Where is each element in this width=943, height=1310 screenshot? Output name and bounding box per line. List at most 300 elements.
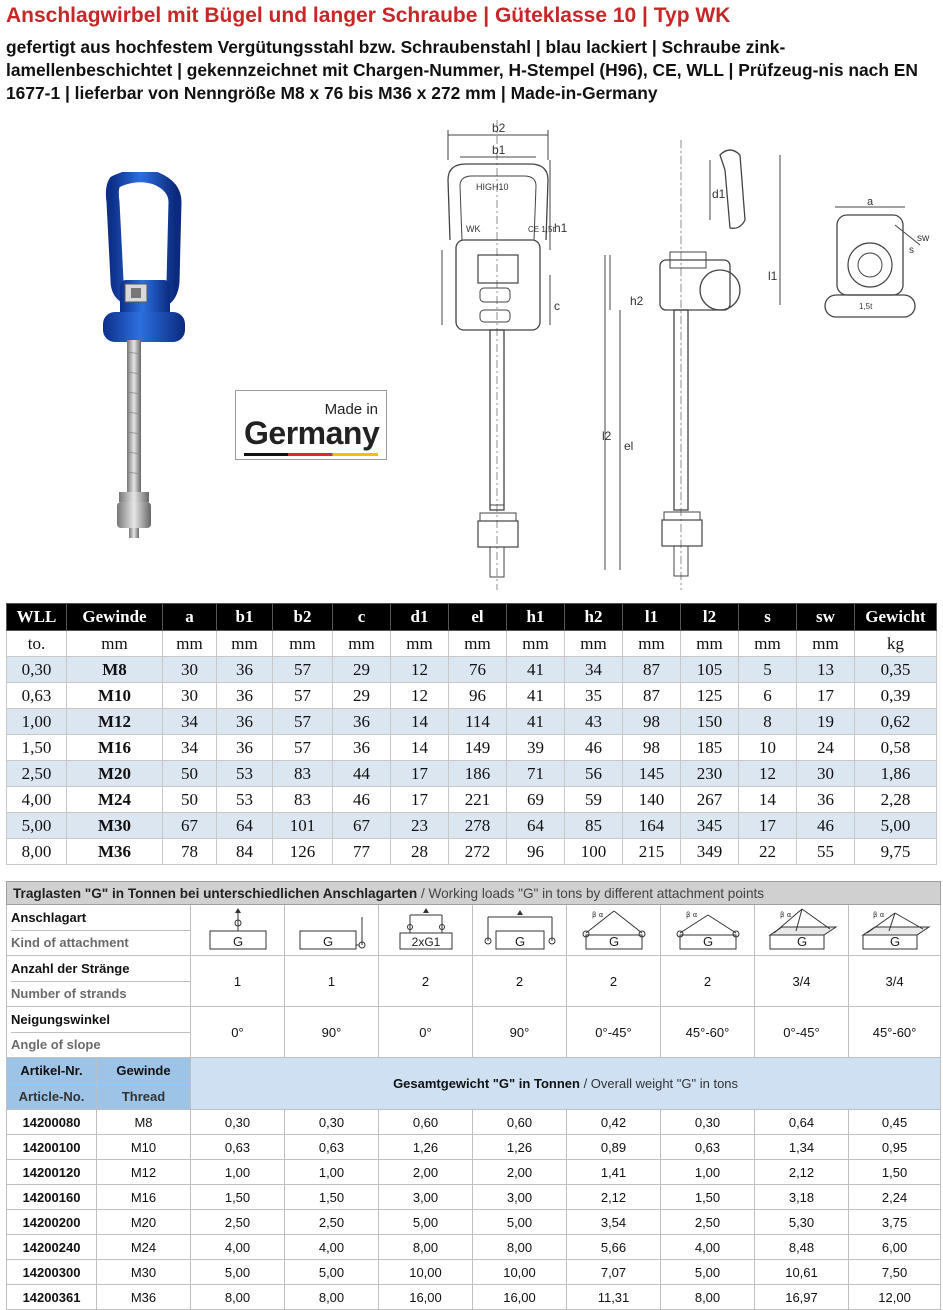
dims-cell: 96 bbox=[507, 839, 565, 865]
load-cell: 8,00 bbox=[473, 1235, 567, 1260]
table-row bbox=[7, 683, 937, 709]
dims-cell: 30 bbox=[163, 657, 217, 683]
dims-cell: 46 bbox=[797, 813, 855, 839]
dims-cell: 17 bbox=[391, 761, 449, 787]
dims-header-cell: WLL bbox=[7, 604, 67, 631]
dim-b2-label: b2 bbox=[492, 121, 506, 135]
load-cell: 0,89 bbox=[567, 1135, 661, 1160]
dims-unit-cell: mm bbox=[217, 631, 273, 657]
dims-cell: 150 bbox=[681, 709, 739, 735]
dims-header-cell: b1 bbox=[217, 604, 273, 631]
load-cell: 0,30 bbox=[285, 1110, 379, 1135]
load-cell: 1,00 bbox=[661, 1160, 755, 1185]
dims-cell: 41 bbox=[507, 683, 565, 709]
strands-de: Anzahl der Stränge bbox=[11, 956, 190, 982]
dims-unit-cell: mm bbox=[797, 631, 855, 657]
dims-header-cell: c bbox=[333, 604, 391, 631]
angle-cell: 90° bbox=[473, 1007, 567, 1058]
table-row bbox=[7, 787, 937, 813]
dims-cell: 13 bbox=[797, 657, 855, 683]
dims-unit-cell: mm bbox=[449, 631, 507, 657]
dims-cell: 36 bbox=[333, 709, 391, 735]
load-cell: 6,00 bbox=[849, 1235, 941, 1260]
dims-cell: 96 bbox=[449, 683, 507, 709]
dims-cell: 55 bbox=[797, 839, 855, 865]
attachment-load-label: G bbox=[232, 934, 243, 949]
working-loads-header bbox=[7, 882, 941, 905]
dims-cell: 41 bbox=[507, 657, 565, 683]
dims-cell: 57 bbox=[273, 735, 333, 761]
dims-cell: 145 bbox=[623, 761, 681, 787]
strands-en: Number of strands bbox=[11, 986, 127, 1001]
load-cell: 5,00 bbox=[191, 1260, 285, 1285]
thread-cell: M20 bbox=[67, 761, 163, 787]
dims-cell: 83 bbox=[273, 787, 333, 813]
angle-symbol-label: β α bbox=[873, 911, 885, 919]
strands-cell: 2 bbox=[379, 956, 473, 1007]
strands-cell: 3/4 bbox=[849, 956, 941, 1007]
load-cell: 1,26 bbox=[473, 1135, 567, 1160]
dims-cell: 85 bbox=[565, 813, 623, 839]
double-side-lift-icon bbox=[473, 905, 567, 956]
table-row bbox=[7, 1135, 941, 1160]
dims-header-cell: h1 bbox=[507, 604, 565, 631]
dims-cell: 14 bbox=[391, 735, 449, 761]
dims-header-cell: b2 bbox=[273, 604, 333, 631]
dims-cell: 53 bbox=[217, 787, 273, 813]
dims-cell: 57 bbox=[273, 683, 333, 709]
dims-cell: 0,62 bbox=[855, 709, 937, 735]
thread-en: Thread bbox=[121, 1089, 166, 1104]
dims-cell: 8,00 bbox=[7, 839, 67, 865]
dims-cell: 19 bbox=[797, 709, 855, 735]
dims-cell: 69 bbox=[507, 787, 565, 813]
header-en: / Working loads "G" in tons by different attachment points bbox=[417, 885, 765, 901]
angle-symbol-label: β α bbox=[685, 911, 697, 919]
load-cell: 5,00 bbox=[661, 1260, 755, 1285]
load-cell: 11,31 bbox=[567, 1285, 661, 1310]
dims-header-cell: l2 bbox=[681, 604, 739, 631]
dims-unit-cell: mm bbox=[507, 631, 565, 657]
top-view-drawing bbox=[815, 195, 935, 335]
load-cell: 3,54 bbox=[567, 1210, 661, 1235]
flag-stripe-icon bbox=[244, 453, 378, 456]
dims-unit-cell: kg bbox=[855, 631, 937, 657]
marking-plate: 1,5t bbox=[859, 302, 873, 311]
attachment-load-label: G bbox=[796, 934, 807, 949]
attachment-load-label: G bbox=[608, 934, 619, 949]
attachment-load-label: G bbox=[322, 934, 333, 949]
load-cell: 1,50 bbox=[191, 1185, 285, 1210]
angle-cell: 0° bbox=[379, 1007, 473, 1058]
load-cell: 10,00 bbox=[473, 1260, 567, 1285]
thread-cell: M30 bbox=[97, 1260, 191, 1285]
load-cell: 0,63 bbox=[661, 1135, 755, 1160]
load-cell: 10,61 bbox=[755, 1260, 849, 1285]
load-cell: 8,00 bbox=[661, 1285, 755, 1310]
dim-b1-label: b1 bbox=[492, 143, 506, 157]
table-row bbox=[7, 709, 937, 735]
dims-cell: 35 bbox=[565, 683, 623, 709]
two-leg-sling-icon bbox=[567, 905, 661, 956]
load-cell: 2,50 bbox=[191, 1210, 285, 1235]
dimensions-header-row bbox=[7, 604, 937, 631]
load-cell: 1,26 bbox=[379, 1135, 473, 1160]
dims-cell: 126 bbox=[273, 839, 333, 865]
dim-a-label: a bbox=[867, 196, 874, 208]
dims-cell: 9,75 bbox=[855, 839, 937, 865]
dims-unit-cell: mm bbox=[273, 631, 333, 657]
dims-cell: 71 bbox=[507, 761, 565, 787]
dims-cell: 30 bbox=[797, 761, 855, 787]
dims-unit-cell: mm bbox=[681, 631, 739, 657]
thread-cell: M24 bbox=[67, 787, 163, 813]
dimensions-table bbox=[6, 603, 937, 865]
multi-leg-sling-steep-icon bbox=[849, 905, 941, 956]
dims-cell: 12 bbox=[739, 761, 797, 787]
dims-unit-cell: mm bbox=[67, 631, 163, 657]
dims-cell: 64 bbox=[507, 813, 565, 839]
dims-cell: 0,35 bbox=[855, 657, 937, 683]
thread-cell: M8 bbox=[67, 657, 163, 683]
table-row bbox=[7, 1185, 941, 1210]
dims-unit-cell: mm bbox=[739, 631, 797, 657]
load-cell: 16,97 bbox=[755, 1285, 849, 1310]
dim-l1-label: l1 bbox=[768, 269, 778, 283]
dims-unit-cell: mm bbox=[333, 631, 391, 657]
dim-h1-label: h1 bbox=[554, 221, 568, 235]
dims-cell: 53 bbox=[217, 761, 273, 787]
dims-cell: 185 bbox=[681, 735, 739, 761]
load-cell: 5,00 bbox=[379, 1210, 473, 1235]
badge-country: Germany bbox=[244, 415, 380, 451]
dims-header-cell: a bbox=[163, 604, 217, 631]
dims-cell: 186 bbox=[449, 761, 507, 787]
dims-header-cell: sw bbox=[797, 604, 855, 631]
dim-h2-label: h2 bbox=[630, 294, 644, 308]
dims-cell: 164 bbox=[623, 813, 681, 839]
load-cell: 4,00 bbox=[661, 1235, 755, 1260]
table-row bbox=[7, 1160, 941, 1185]
product-description: gefertigt aus hochfestem Vergütungsstahl bzw. Schraubenstahl | blau lackiert | Schraube zink-lamellenbeschichtet | gekennzeichnet mit Chargen-Nummer, H-Stempel (H96), CE, WLL | Prüfzeug-nis nach EN 1677-1 | lieferbar von Nenngröße M8 x 76 bis M36 x 272 mm | Made-in-Germany bbox=[6, 37, 918, 103]
angle-cell: 45°-60° bbox=[661, 1007, 755, 1058]
overall-en: / Overall weight "G" in tons bbox=[579, 1076, 739, 1091]
strands-cell: 1 bbox=[191, 956, 285, 1007]
dims-header-cell: l1 bbox=[623, 604, 681, 631]
dims-cell: 149 bbox=[449, 735, 507, 761]
dims-cell: 46 bbox=[333, 787, 391, 813]
dims-cell: 84 bbox=[217, 839, 273, 865]
angle-cell: 0°-45° bbox=[755, 1007, 849, 1058]
angle-cell: 90° bbox=[285, 1007, 379, 1058]
dims-cell: 6 bbox=[739, 683, 797, 709]
load-cell: 4,00 bbox=[191, 1235, 285, 1260]
dims-cell: 5,00 bbox=[7, 813, 67, 839]
dim-d1-label: d1 bbox=[712, 187, 726, 201]
dims-cell: 36 bbox=[217, 735, 273, 761]
table-row bbox=[7, 1110, 941, 1135]
attach-de: Anschlagart bbox=[11, 905, 190, 931]
attachment-load-label: 2xG1 bbox=[411, 935, 440, 949]
thread-de: Gewinde bbox=[97, 1058, 190, 1084]
dims-cell: 0,63 bbox=[7, 683, 67, 709]
strands-label bbox=[7, 956, 191, 1007]
angle-cell: 0° bbox=[191, 1007, 285, 1058]
page-title: Anschlagwirbel mit Bügel und langer Schraube | Güteklasse 10 | Typ WK bbox=[6, 4, 731, 27]
thread-cell: M36 bbox=[97, 1285, 191, 1310]
dims-cell: 57 bbox=[273, 657, 333, 683]
load-cell: 5,00 bbox=[473, 1210, 567, 1235]
dims-unit-cell: mm bbox=[565, 631, 623, 657]
dim-sw-label: sw bbox=[917, 233, 930, 244]
dims-cell: 101 bbox=[273, 813, 333, 839]
dims-cell: 87 bbox=[623, 657, 681, 683]
dims-cell: 87 bbox=[623, 683, 681, 709]
dims-cell: 76 bbox=[449, 657, 507, 683]
article-number-cell: 14200120 bbox=[7, 1160, 97, 1185]
article-number-cell: 14200240 bbox=[7, 1235, 97, 1260]
dims-cell: 67 bbox=[163, 813, 217, 839]
load-cell: 0,63 bbox=[285, 1135, 379, 1160]
load-cell: 10,00 bbox=[379, 1260, 473, 1285]
dims-cell: 98 bbox=[623, 735, 681, 761]
load-cell: 2,50 bbox=[285, 1210, 379, 1235]
load-cell: 1,34 bbox=[755, 1135, 849, 1160]
article-number-cell: 14200200 bbox=[7, 1210, 97, 1235]
load-cell: 0,95 bbox=[849, 1135, 941, 1160]
article-number-cell: 14200300 bbox=[7, 1260, 97, 1285]
dims-cell: 34 bbox=[163, 709, 217, 735]
thread-cell: M12 bbox=[97, 1160, 191, 1185]
strands-cell: 2 bbox=[661, 956, 755, 1007]
load-cell: 2,00 bbox=[379, 1160, 473, 1185]
load-cell: 2,24 bbox=[849, 1185, 941, 1210]
dims-cell: 105 bbox=[681, 657, 739, 683]
dims-cell: 29 bbox=[333, 683, 391, 709]
article-number-header bbox=[7, 1058, 97, 1110]
dims-cell: 1,00 bbox=[7, 709, 67, 735]
angle-label bbox=[7, 1007, 191, 1058]
article-number-cell: 14200080 bbox=[7, 1110, 97, 1135]
dims-cell: 114 bbox=[449, 709, 507, 735]
load-cell: 4,00 bbox=[285, 1235, 379, 1260]
multi-leg-sling-icon bbox=[755, 905, 849, 956]
dims-cell: 83 bbox=[273, 761, 333, 787]
dims-cell: 78 bbox=[163, 839, 217, 865]
load-cell: 16,00 bbox=[379, 1285, 473, 1310]
angle-en: Angle of slope bbox=[11, 1037, 101, 1052]
load-cell: 1,50 bbox=[285, 1185, 379, 1210]
load-cell: 0,60 bbox=[473, 1110, 567, 1135]
marking-wk: WK bbox=[466, 224, 481, 234]
working-loads-table bbox=[6, 881, 941, 1310]
angle-de: Neigungswinkel bbox=[11, 1007, 190, 1033]
dims-cell: 0,39 bbox=[855, 683, 937, 709]
overall-de: Gesamtgewicht "G" in Tonnen bbox=[393, 1076, 580, 1091]
load-cell: 8,00 bbox=[285, 1285, 379, 1310]
table-row bbox=[7, 761, 937, 787]
table-row bbox=[7, 1210, 941, 1235]
dims-cell: 8 bbox=[739, 709, 797, 735]
thread-cell: M16 bbox=[97, 1185, 191, 1210]
dims-cell: 12 bbox=[391, 657, 449, 683]
dims-cell: 64 bbox=[217, 813, 273, 839]
dims-header-cell: Gewinde bbox=[67, 604, 163, 631]
dims-cell: 140 bbox=[623, 787, 681, 813]
dims-cell: 46 bbox=[565, 735, 623, 761]
load-cell: 2,12 bbox=[755, 1160, 849, 1185]
load-cell: 5,00 bbox=[285, 1260, 379, 1285]
badge-made-in: Made in bbox=[324, 401, 378, 418]
dims-cell: 10 bbox=[739, 735, 797, 761]
load-cell: 3,18 bbox=[755, 1185, 849, 1210]
dims-cell: 221 bbox=[449, 787, 507, 813]
dims-cell: 17 bbox=[391, 787, 449, 813]
attachment-load-label: G bbox=[889, 934, 901, 949]
thread-header bbox=[97, 1058, 191, 1110]
dims-cell: 215 bbox=[623, 839, 681, 865]
dims-cell: 36 bbox=[797, 787, 855, 813]
dims-cell: 77 bbox=[333, 839, 391, 865]
dims-cell: 100 bbox=[565, 839, 623, 865]
thread-cell: M20 bbox=[97, 1210, 191, 1235]
dims-header-cell: Gewicht bbox=[855, 604, 937, 631]
load-cell: 1,50 bbox=[661, 1185, 755, 1210]
side-view-drawing bbox=[600, 140, 790, 590]
load-cell: 2,50 bbox=[661, 1210, 755, 1235]
dims-cell: 24 bbox=[797, 735, 855, 761]
dims-cell: 2,28 bbox=[855, 787, 937, 813]
dims-cell: 5 bbox=[739, 657, 797, 683]
dims-cell: 23 bbox=[391, 813, 449, 839]
attach-en: Kind of attachment bbox=[11, 935, 129, 950]
load-cell: 3,00 bbox=[473, 1185, 567, 1210]
dims-cell: 34 bbox=[163, 735, 217, 761]
table-row bbox=[7, 839, 937, 865]
dims-cell: 0,58 bbox=[855, 735, 937, 761]
overall-weight-header bbox=[191, 1058, 941, 1110]
strands-cell: 2 bbox=[473, 956, 567, 1007]
dims-cell: 1,50 bbox=[7, 735, 67, 761]
load-cell: 7,50 bbox=[849, 1260, 941, 1285]
angle-symbol-label: β α bbox=[779, 911, 791, 919]
dims-cell: 98 bbox=[623, 709, 681, 735]
table-row bbox=[7, 1235, 941, 1260]
dims-cell: 230 bbox=[681, 761, 739, 787]
dims-cell: 67 bbox=[333, 813, 391, 839]
dims-cell: 36 bbox=[217, 683, 273, 709]
load-cell: 7,07 bbox=[567, 1260, 661, 1285]
load-cell: 8,00 bbox=[379, 1235, 473, 1260]
angle-symbol-label: β α bbox=[591, 911, 603, 919]
attachment-kind-label bbox=[7, 905, 191, 956]
dims-cell: 14 bbox=[739, 787, 797, 813]
dim-l2-label: l2 bbox=[602, 429, 612, 443]
dims-cell: 36 bbox=[333, 735, 391, 761]
dims-cell: 36 bbox=[217, 709, 273, 735]
load-cell: 1,41 bbox=[567, 1160, 661, 1185]
dims-header-cell: s bbox=[739, 604, 797, 631]
dims-cell: 12 bbox=[391, 683, 449, 709]
marking-ce: CE 1,5t bbox=[528, 225, 555, 234]
dims-cell: 44 bbox=[333, 761, 391, 787]
thread-cell: M16 bbox=[67, 735, 163, 761]
dims-cell: 345 bbox=[681, 813, 739, 839]
thread-cell: M8 bbox=[97, 1110, 191, 1135]
dims-cell: 267 bbox=[681, 787, 739, 813]
dims-cell: 30 bbox=[163, 683, 217, 709]
load-cell: 0,42 bbox=[567, 1110, 661, 1135]
dims-cell: 0,30 bbox=[7, 657, 67, 683]
load-cell: 5,66 bbox=[567, 1235, 661, 1260]
load-cell: 0,64 bbox=[755, 1110, 849, 1135]
dims-cell: 43 bbox=[565, 709, 623, 735]
load-cell: 0,30 bbox=[661, 1110, 755, 1135]
dims-cell: 22 bbox=[739, 839, 797, 865]
dim-s-label: s bbox=[909, 245, 914, 256]
angle-cell: 45°-60° bbox=[849, 1007, 941, 1058]
double-vertical-lift-icon bbox=[379, 905, 473, 956]
two-leg-sling-steep-icon bbox=[661, 905, 755, 956]
dims-cell: 29 bbox=[333, 657, 391, 683]
dims-cell: 272 bbox=[449, 839, 507, 865]
marking-high10: HIGH10 bbox=[476, 182, 509, 192]
thread-cell: M30 bbox=[67, 813, 163, 839]
table-row bbox=[7, 657, 937, 683]
strands-cell: 3/4 bbox=[755, 956, 849, 1007]
load-cell: 1,00 bbox=[191, 1160, 285, 1185]
thread-cell: M12 bbox=[67, 709, 163, 735]
dims-unit-cell: mm bbox=[623, 631, 681, 657]
load-cell: 0,45 bbox=[849, 1110, 941, 1135]
dims-cell: 34 bbox=[565, 657, 623, 683]
dims-cell: 50 bbox=[163, 787, 217, 813]
front-view-drawing bbox=[420, 120, 570, 590]
table-row bbox=[7, 1260, 941, 1285]
dims-cell: 4,00 bbox=[7, 787, 67, 813]
thread-cell: M36 bbox=[67, 839, 163, 865]
dim-c-label: c bbox=[554, 299, 560, 313]
load-cell: 8,48 bbox=[755, 1235, 849, 1260]
dims-cell: 5,00 bbox=[855, 813, 937, 839]
dim-el-label: el bbox=[624, 439, 634, 453]
load-cell: 16,00 bbox=[473, 1285, 567, 1310]
dims-cell: 349 bbox=[681, 839, 739, 865]
load-cell: 2,00 bbox=[473, 1160, 567, 1185]
dims-cell: 57 bbox=[273, 709, 333, 735]
dims-cell: 59 bbox=[565, 787, 623, 813]
dims-cell: 50 bbox=[163, 761, 217, 787]
load-cell: 3,75 bbox=[849, 1210, 941, 1235]
dims-cell: 14 bbox=[391, 709, 449, 735]
attachment-load-label: G bbox=[514, 934, 525, 949]
dims-cell: 2,50 bbox=[7, 761, 67, 787]
load-cell: 12,00 bbox=[849, 1285, 941, 1310]
thread-cell: M24 bbox=[97, 1235, 191, 1260]
side-lift-icon bbox=[285, 905, 379, 956]
load-cell: 2,12 bbox=[567, 1185, 661, 1210]
strands-cell: 2 bbox=[567, 956, 661, 1007]
dims-cell: 56 bbox=[565, 761, 623, 787]
dims-unit-cell: mm bbox=[163, 631, 217, 657]
angle-cell: 0°-45° bbox=[567, 1007, 661, 1058]
dims-cell: 28 bbox=[391, 839, 449, 865]
thread-cell: M10 bbox=[67, 683, 163, 709]
dims-header-cell: el bbox=[449, 604, 507, 631]
article-de: Artikel-Nr. bbox=[7, 1058, 96, 1084]
article-number-cell: 14200361 bbox=[7, 1285, 97, 1310]
load-cell: 0,63 bbox=[191, 1135, 285, 1160]
